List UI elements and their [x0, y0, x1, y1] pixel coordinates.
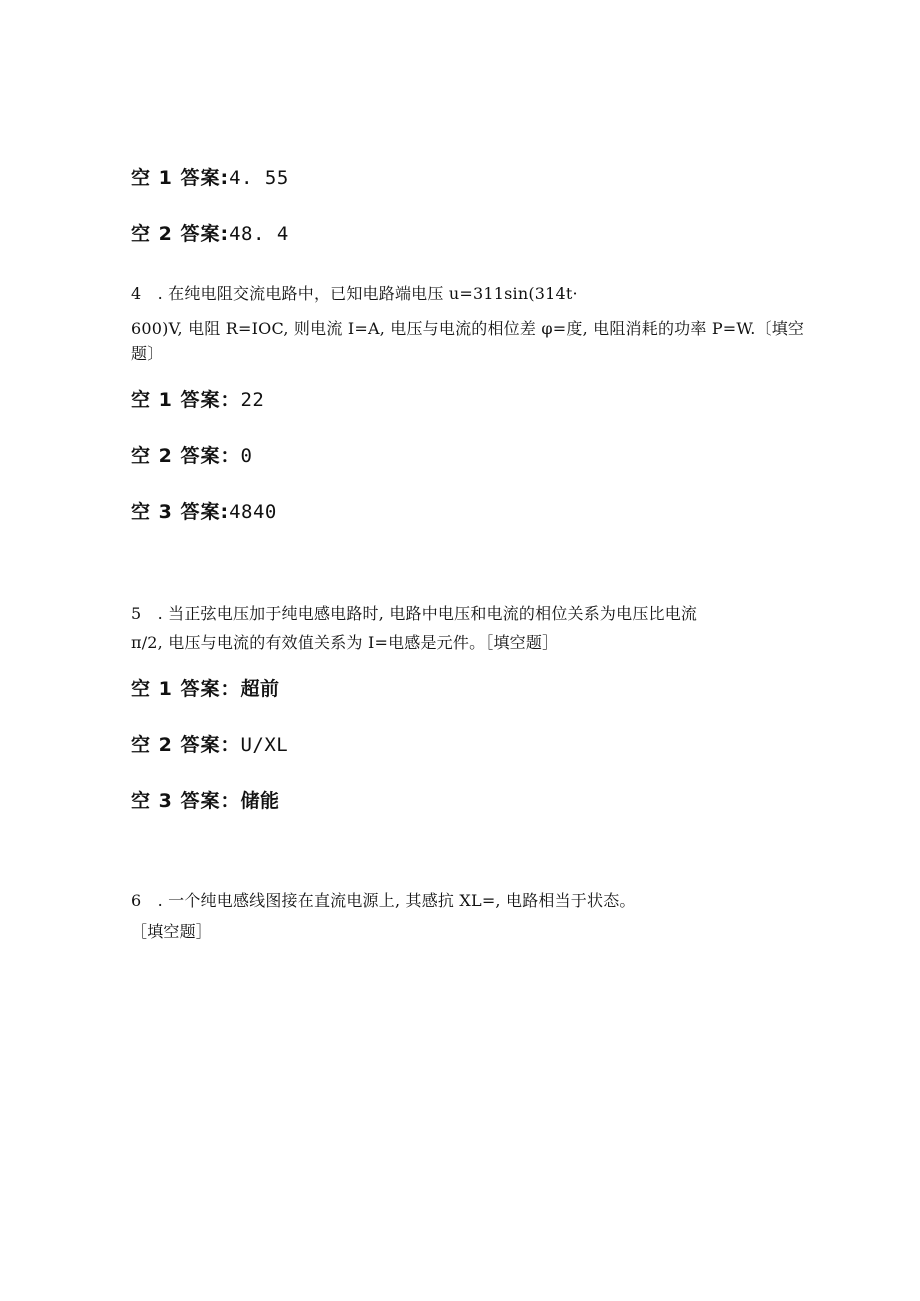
answer-separator: ：: [220, 790, 241, 812]
q5-answer-2: [131, 733, 288, 757]
q6-text-line-1: 6 . 一个纯电感线图接在直流电源上, 其感抗 XL=, 电路相当于状态。: [131, 891, 636, 910]
answer-value: 4. 55: [229, 167, 289, 189]
answer-separator: :: [220, 223, 230, 245]
q4-answer-1: [131, 388, 264, 412]
q4-text-line-2: 600)V, 电阻 R=IOC, 则电流 I=A, 电压与电流的相位差 φ=度, 电阻消耗的功率 P=W.〔填空: [131, 319, 805, 338]
answer-label: 空 3 答案: [131, 501, 221, 523]
q5-answer-1: [131, 677, 279, 701]
answer-value: 超前: [240, 678, 280, 700]
answer-separator: :: [220, 167, 230, 189]
q3-answer-2: [131, 222, 289, 246]
q4-text-line-1: 4 . 在纯电阻交流电路中，已知电路端电压 u=311sin(314t·: [131, 284, 578, 303]
answer-separator: ：: [220, 389, 241, 411]
answer-label: 空 1 答案: [131, 678, 221, 700]
answer-label: 空 2 答案: [131, 734, 221, 756]
q6-text-line-2: ［填空题］: [131, 922, 213, 941]
answer-separator: :: [220, 501, 230, 523]
answer-separator: ：: [220, 678, 241, 700]
q4-text-line-3: 题〕: [131, 344, 164, 363]
q5-text-line-1: 5 . 当正弦电压加于纯电感电路时, 电路中电压和电流的相位关系为电压比电流: [131, 604, 698, 623]
answer-label: 空 3 答案: [131, 790, 221, 812]
answer-label: 空 2 答案: [131, 223, 221, 245]
q3-answer-1: [131, 166, 289, 190]
q4-answer-2: [131, 444, 252, 468]
answer-label: 空 2 答案: [131, 445, 221, 467]
q5-answer-3: [131, 789, 279, 813]
answer-separator: ：: [220, 734, 241, 756]
answer-value: U/XL: [240, 734, 289, 756]
q5-text-line-2: π/2, 电压与电流的有效值关系为 I=电感是元件。［填空题］: [131, 633, 559, 652]
q4-answer-3: [131, 500, 277, 524]
answer-value: 4840: [229, 501, 277, 523]
answer-separator: ：: [220, 445, 241, 467]
answer-label: 空 1 答案: [131, 167, 221, 189]
answer-value: 48. 4: [229, 223, 289, 245]
answer-value: 0: [240, 445, 253, 467]
answer-label: 空 1 答案: [131, 389, 221, 411]
answer-value: 22: [240, 389, 265, 411]
answer-value: 储能: [240, 790, 280, 812]
